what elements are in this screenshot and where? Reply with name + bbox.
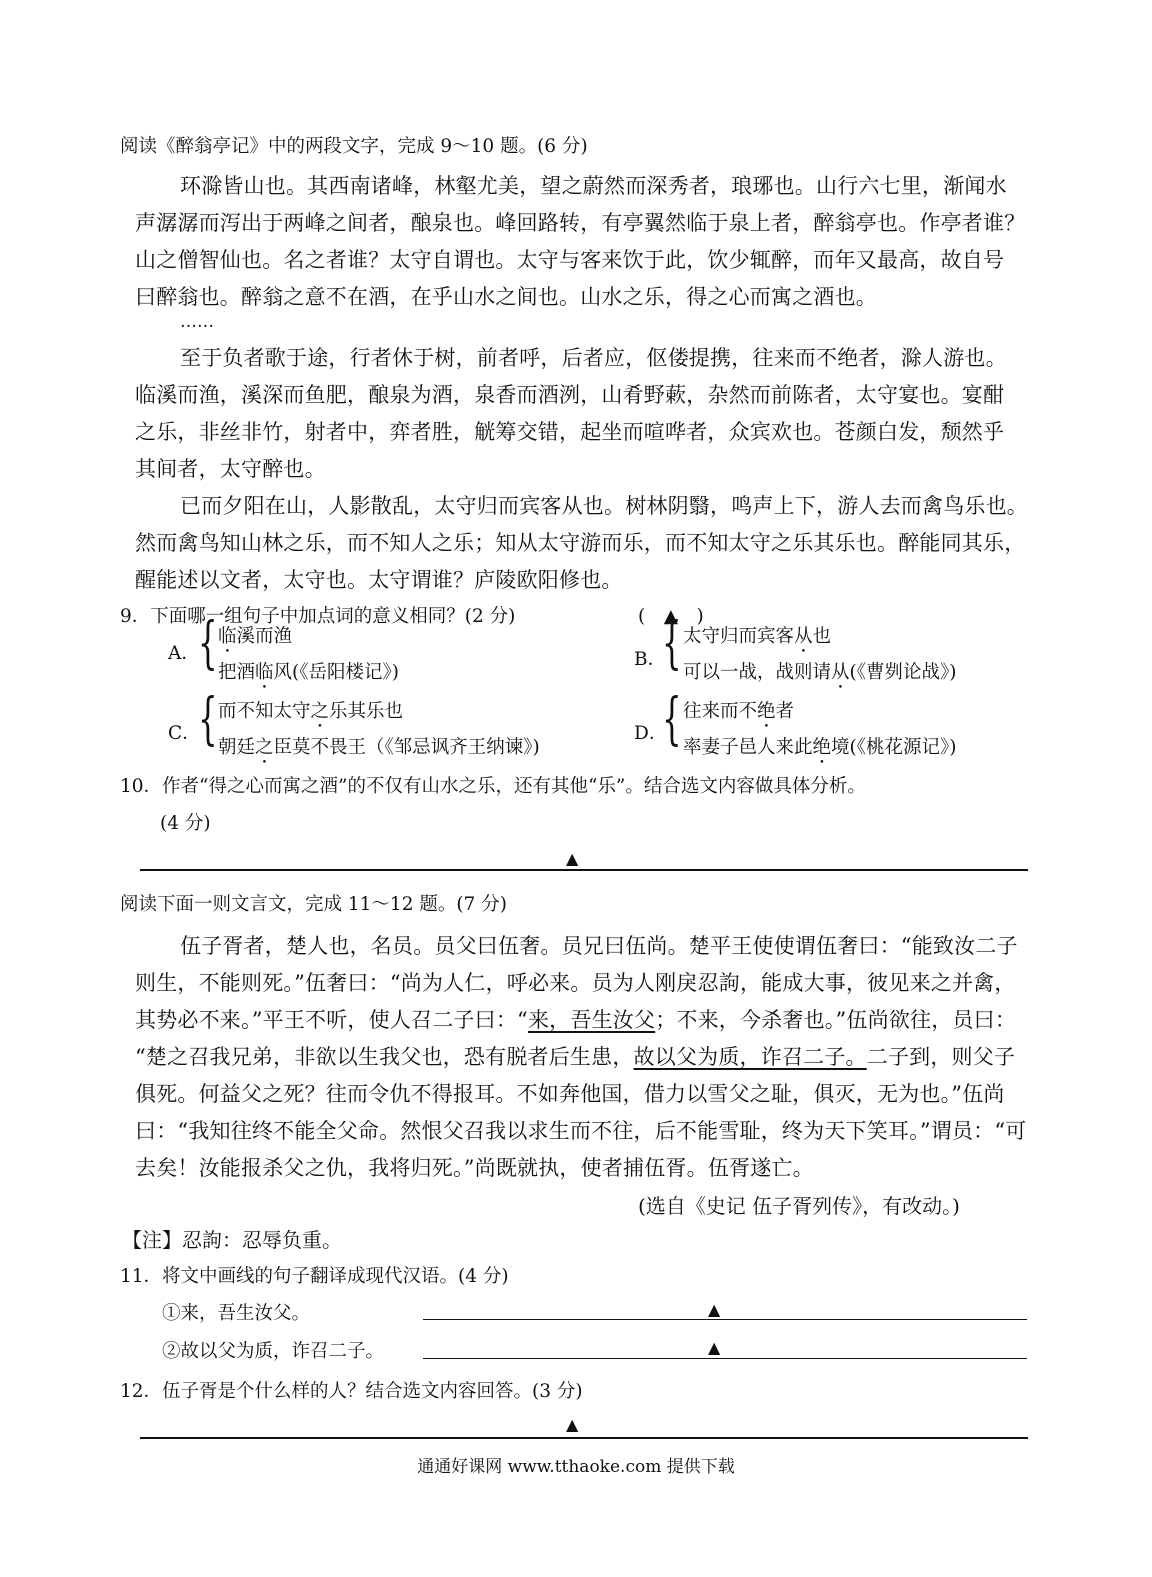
- q11-stem: 11．将文中画线的句子翻译成现代汉语。(4 分): [120, 1266, 509, 1287]
- text-line7: 去矣！汝能报杀父之仇，我将归死。”尚既就执，使者捕伍胥。伍胥遂亡。: [135, 1156, 814, 1180]
- para1-line4: 曰醉翁也。醉翁之意不在酒，在乎山水之间也。山水之乐，得之心而寓之酒也。: [135, 285, 877, 309]
- para1-line3: 山之僧智仙也。名之者谁？太守自谓也。太守与客来饮于此，饮少辄醉，而年又最高，故自号: [135, 248, 1005, 272]
- q11-item2: ②故以父为质，诈召二子。: [162, 1341, 385, 1362]
- para2-line4: 其间者，太守醉也。: [135, 457, 326, 481]
- footer: 通通好课网 www.tthaoke.com 提供下载: [417, 1457, 735, 1477]
- q11-item1-answer-line[interactable]: [423, 1319, 1027, 1320]
- text-line6: 曰：“我知往终不能全父命。然恨父召我以求生而不往，后不能雪耻，终为天下笑耳。”谓员：“可: [135, 1119, 1027, 1143]
- q9-option-c-line1: 而不知太守之乐其乐也: [218, 701, 404, 722]
- para3-line1: 已而夕阳在山，人影散乱，太守归而宾客从也。树林阴翳，鸣声上下，游人去而禽鸟乐也。: [180, 494, 1028, 518]
- q9-option-b-line2: 可以一战，战则请从(《曹刿论战》): [683, 662, 957, 683]
- para3-line3: 醒能述以文者，太守也。太守谓谁？庐陵欧阳修也。: [135, 568, 623, 592]
- underlined-sentence-1: 来，吾生汝父: [527, 1008, 656, 1032]
- q9-answer-slot[interactable]: ( ▲ ): [638, 606, 704, 627]
- q9-option-a-label[interactable]: A．: [168, 643, 200, 664]
- text-line3: 其势必不来。”平王不听，使人召二子曰：“来，吾生汝父；不来，今杀奢也。”伍尚欲往，员曰：: [135, 1008, 1017, 1032]
- q9-option-c-line2: 朝廷之臣莫不畏王（《邹忌讽齐王纳谏》): [218, 737, 540, 758]
- para2-line3: 之乐，非丝非竹，射者中，弈者胜，觥筹交错，起坐而喧哗者，众宾欢也。苍颜白发，颓然乎: [135, 420, 1005, 444]
- brace-a: {: [198, 611, 218, 676]
- source-citation: (选自《史记 伍子胥列传》，有改动。): [638, 1194, 960, 1218]
- q9-option-a-line2: 把酒临风(《岳阳楼记》): [218, 662, 399, 683]
- ellipsis: ……: [180, 312, 214, 332]
- q9-option-d-label[interactable]: D．: [634, 723, 668, 744]
- section2-heading: 阅读下面一则文言文，完成 11～12 题。(7 分): [120, 894, 507, 915]
- q10-answer-mark: ▲: [566, 849, 579, 868]
- section1-heading: 阅读《醉翁亭记》中的两段文字，完成 9～10 题。(6 分): [120, 136, 588, 157]
- q11-item1: ①来，吾生汝父。: [162, 1303, 311, 1324]
- q12-answer-mark: ▲: [566, 1415, 579, 1434]
- note: 【注】忍訽：忍辱负重。: [122, 1228, 342, 1252]
- q11-item2-mark: ▲: [708, 1338, 721, 1357]
- q9-stem: 9．下面哪一组句子中加点词的意义相同？(2 分): [120, 606, 516, 627]
- q10-answer-line[interactable]: [140, 869, 1028, 871]
- para2-line1: 至于负者歌于途，行者休于树，前者呼，后者应，伛偻提携，往来而不绝者，滁人游也。: [180, 346, 1007, 370]
- text-line5: 俱死。何益父之死？往而令仇不得报耳。不如奔他国，借力以雪父之耻，俱灭，无为也。”伍尚: [135, 1082, 1005, 1106]
- q11-item2-answer-line[interactable]: [423, 1358, 1027, 1359]
- q10-stem: 10．作者“得之心而寓之酒”的不仅有山水之乐，还有其他“乐”。结合选文内容做具体分析。: [120, 776, 866, 797]
- q9-option-d-line1: 往来而不绝者: [683, 701, 795, 722]
- para1-line1: 环滁皆山也。其西南诸峰，林壑尤美，望之蔚然而深秀者，琅琊也。山行六七里，渐闻水: [180, 174, 1007, 198]
- brace-b: {: [662, 611, 682, 676]
- para2-line2: 临溪而渔，溪深而鱼肥，酿泉为酒，泉香而酒洌，山肴野蔌，杂然而前陈者，太守宴也。宴酣: [135, 383, 1005, 407]
- brace-c: {: [198, 687, 218, 752]
- q9-option-c-label[interactable]: C．: [168, 723, 201, 744]
- q9-option-a-line1: 临溪而渔: [218, 626, 293, 647]
- para1-line2: 声潺潺而泻出于两峰之间者，酿泉也。峰回路转，有亭翼然临于泉上者，醉翁亭也。作亭者谁？: [135, 211, 1026, 235]
- q9-option-b-label[interactable]: B．: [634, 649, 667, 670]
- q11-item1-mark: ▲: [708, 1300, 721, 1319]
- underlined-sentence-2: 故以父为质，诈召二子。: [633, 1045, 867, 1069]
- text-line2: 则生，不能则死。”伍奢曰：“尚为人仁，呼必来。员为人刚戾忍訽，能成大事，彼见来之并禽，: [135, 971, 1016, 995]
- q12-stem: 12．伍子胥是个什么样的人？结合选文内容回答。(3 分): [120, 1381, 583, 1402]
- q9-option-b-line1: 太守归而宾客从也: [683, 626, 832, 647]
- text-line4: “楚之召我兄弟，非欲以生我父也，恐有脱者后生患，故以父为质，诈召二子。二子到，则父子: [135, 1045, 1016, 1069]
- para3-line2: 然而禽鸟知山林之乐，而不知人之乐；知从太守游而乐，而不知太守之乐其乐也。醉能同其乐，: [135, 531, 1026, 555]
- q10-points: (4 分): [160, 813, 211, 834]
- q12-answer-line[interactable]: [140, 1437, 1028, 1439]
- q9-option-d-line2: 率妻子邑人来此绝境(《桃花源记》): [683, 737, 957, 758]
- text-line1: 伍子胥者，楚人也，名员。员父曰伍奢。员兄曰伍尚。楚平王使使谓伍奢曰：“能致汝二子: [180, 934, 1018, 958]
- brace-d: {: [662, 687, 682, 752]
